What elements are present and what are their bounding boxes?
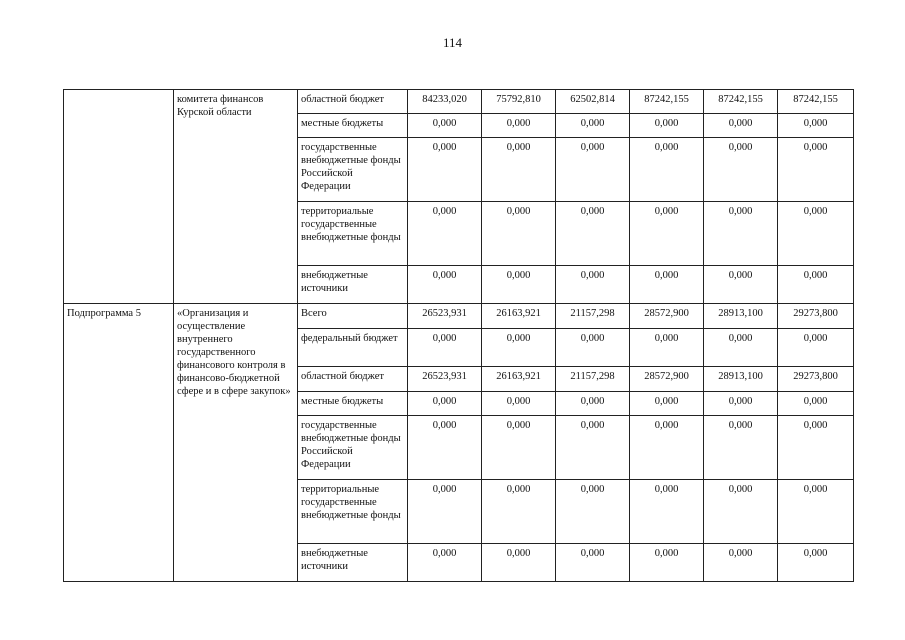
funding-source: местные бюджеты	[298, 114, 408, 138]
continuation-description: комитета финансов Курской области	[174, 90, 298, 304]
value-cell: 0,000	[556, 480, 630, 544]
value-cell: 0,000	[408, 202, 482, 266]
value-cell: 29273,800	[778, 304, 854, 329]
value-cell: 0,000	[630, 544, 704, 582]
value-cell: 0,000	[704, 416, 778, 480]
value-cell: 87242,155	[630, 90, 704, 114]
funding-source: федеральный бюджет	[298, 329, 408, 367]
value-cell: 26523,931	[408, 367, 482, 392]
value-cell: 0,000	[556, 202, 630, 266]
value-cell: 0,000	[704, 138, 778, 202]
budget-table	[63, 89, 854, 582]
value-cell: 0,000	[408, 416, 482, 480]
value-cell: 0,000	[408, 329, 482, 367]
value-cell: 26163,921	[482, 367, 556, 392]
value-cell: 26163,921	[482, 304, 556, 329]
value-cell: 0,000	[556, 544, 630, 582]
value-cell: 62502,814	[556, 90, 630, 114]
funding-source: внебюджетные источники	[298, 266, 408, 304]
value-cell: 0,000	[482, 202, 556, 266]
value-cell: 0,000	[778, 480, 854, 544]
value-cell: 0,000	[408, 266, 482, 304]
value-cell: 0,000	[556, 138, 630, 202]
funding-source: областной бюджет	[298, 367, 408, 392]
value-cell: 0,000	[408, 544, 482, 582]
value-cell: 0,000	[556, 392, 630, 416]
value-cell: 0,000	[704, 114, 778, 138]
value-cell: 0,000	[482, 544, 556, 582]
value-cell: 0,000	[482, 138, 556, 202]
value-cell: 0,000	[408, 392, 482, 416]
value-cell: 0,000	[556, 329, 630, 367]
value-cell: 0,000	[630, 114, 704, 138]
value-cell: 21157,298	[556, 304, 630, 329]
value-cell: 0,000	[778, 329, 854, 367]
value-cell: 28572,900	[630, 367, 704, 392]
value-cell: 0,000	[630, 202, 704, 266]
value-cell: 0,000	[704, 266, 778, 304]
value-cell: 0,000	[630, 480, 704, 544]
value-cell: 0,000	[408, 114, 482, 138]
value-cell: 26523,931	[408, 304, 482, 329]
value-cell: 0,000	[482, 329, 556, 367]
value-cell: 0,000	[482, 392, 556, 416]
value-cell: 0,000	[630, 392, 704, 416]
value-cell: 0,000	[778, 114, 854, 138]
value-cell: 29273,800	[778, 367, 854, 392]
value-cell: 0,000	[556, 114, 630, 138]
value-cell: 0,000	[482, 416, 556, 480]
value-cell: 0,000	[704, 202, 778, 266]
value-cell: 87242,155	[704, 90, 778, 114]
funding-source: Всего	[298, 304, 408, 329]
subprogram-section	[64, 304, 854, 582]
value-cell: 0,000	[630, 266, 704, 304]
value-cell: 0,000	[482, 266, 556, 304]
value-cell: 0,000	[482, 114, 556, 138]
value-cell: 0,000	[704, 329, 778, 367]
value-cell: 0,000	[778, 392, 854, 416]
value-cell: 0,000	[704, 480, 778, 544]
value-cell: 0,000	[482, 480, 556, 544]
value-cell: 0,000	[778, 138, 854, 202]
value-cell: 28913,100	[704, 367, 778, 392]
funding-source: территориальные государственные внебюджетные фонды	[298, 480, 408, 544]
subprogram-label: Подпрограмма 5	[64, 304, 174, 582]
value-cell: 0,000	[704, 544, 778, 582]
value-cell: 75792,810	[482, 90, 556, 114]
table-row	[64, 304, 854, 329]
continuation-label-cell	[64, 90, 174, 304]
value-cell: 0,000	[630, 138, 704, 202]
value-cell: 0,000	[408, 138, 482, 202]
value-cell: 28572,900	[630, 304, 704, 329]
value-cell: 0,000	[778, 544, 854, 582]
value-cell: 87242,155	[778, 90, 854, 114]
value-cell: 0,000	[778, 266, 854, 304]
value-cell: 21157,298	[556, 367, 630, 392]
page-number: 114	[442, 35, 463, 50]
value-cell: 0,000	[704, 392, 778, 416]
value-cell: 0,000	[778, 202, 854, 266]
continuation-section	[64, 90, 854, 304]
funding-source: территориальые государственные внебюджетные фонды	[298, 202, 408, 266]
value-cell: 0,000	[630, 329, 704, 367]
funding-source: государственные внебюджетные фонды Российской Федерации	[298, 138, 408, 202]
value-cell: 0,000	[556, 416, 630, 480]
value-cell: 0,000	[778, 416, 854, 480]
value-cell: 0,000	[556, 266, 630, 304]
value-cell: 0,000	[630, 416, 704, 480]
table-row	[64, 90, 854, 114]
funding-source: областной бюджет	[298, 90, 408, 114]
funding-source: внебюджетные источники	[298, 544, 408, 582]
value-cell: 0,000	[408, 480, 482, 544]
funding-source: государственные внебюджетные фонды Российской Федерации	[298, 416, 408, 480]
funding-source: местные бюджеты	[298, 392, 408, 416]
subprogram-description: «Организация и осуществление внутреннего государственного финансового контроля в финансово-бюджетной сфере и в сфере закупок»	[174, 304, 298, 582]
value-cell: 28913,100	[704, 304, 778, 329]
value-cell: 84233,020	[408, 90, 482, 114]
